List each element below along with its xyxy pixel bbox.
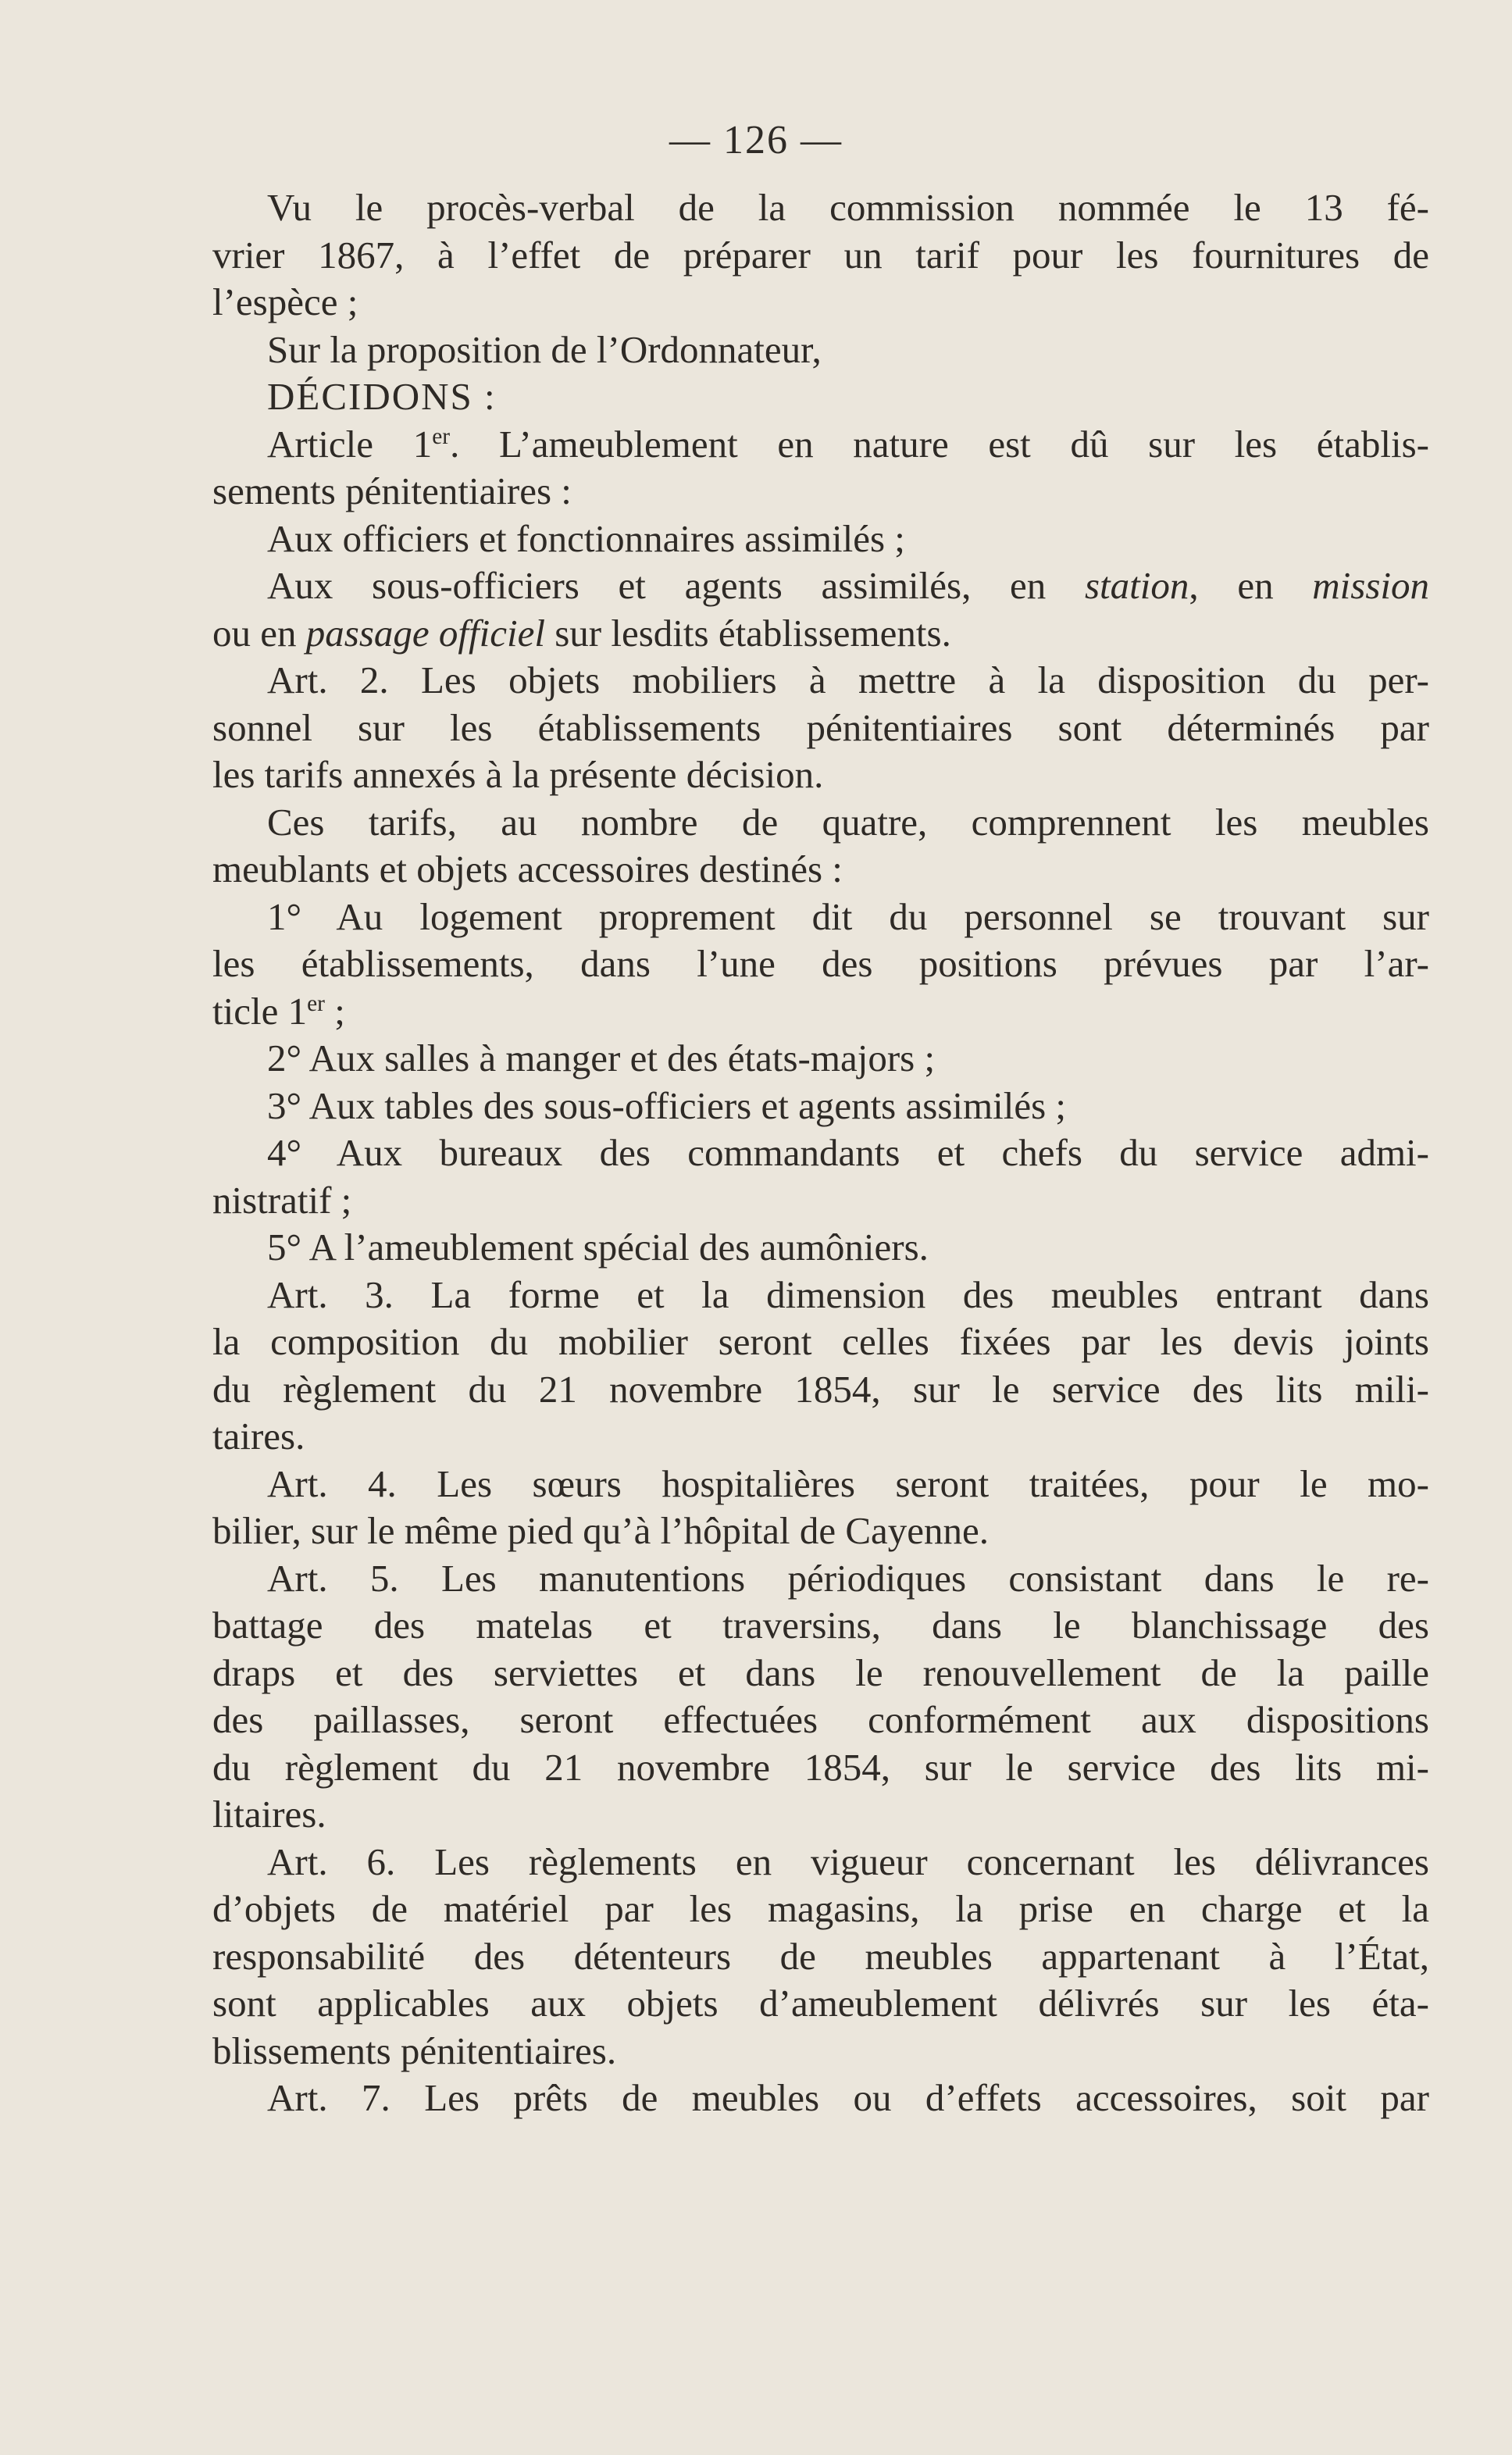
page-number: — 126 — xyxy=(669,118,843,162)
body-text xyxy=(212,184,1429,2122)
text-line: bilier, sur le même pied qu’à l’hôpital de Cayenne. xyxy=(212,1509,990,1552)
text-line: Aux sous-officiers et agents assimilés, en station, en mission xyxy=(267,564,1430,607)
text-line: sont applicables aux objets d’ameublement délivrés sur les éta- xyxy=(212,1982,1429,2025)
text-line: Ces tarifs, au nombre de quatre, comprennent les meubles xyxy=(267,800,1429,844)
text-line: 3° Aux tables des sous-officiers et agents assimilés ; xyxy=(267,1083,1067,1127)
text-line: 5° A l’ameublement spécial des aumôniers. xyxy=(267,1226,929,1269)
text-line: la composition du mobilier seront celles fixées par les devis joints xyxy=(212,1320,1429,1363)
text-line: ou en passage officiel sur lesdits établissements. xyxy=(212,611,951,655)
text-line: sonnel sur les établissements pénitentiaires sont déterminés par xyxy=(212,705,1429,749)
text-line: Sur la proposition de l’Ordonnateur, xyxy=(267,327,822,371)
text-line: l’espèce ; xyxy=(212,280,358,323)
text-line: DÉCIDONS : xyxy=(267,375,497,418)
text-line: Art. 3. La forme et la dimension des meubles entrant dans xyxy=(267,1272,1429,1316)
text-line: Aux officiers et fonctionnaires assimilés ; xyxy=(267,516,905,560)
text-line: Art. 5. Les manutentions périodiques consistant dans le re- xyxy=(267,1556,1429,1600)
text-line: ticle 1er ; xyxy=(212,989,345,1033)
text-line: responsabilité des détenteurs de meubles appartenant à l’État, xyxy=(212,1934,1429,1978)
text-line: Art. 6. Les règlements en vigueur concernant les délivrances xyxy=(267,1839,1429,1883)
text-line: Art. 2. Les objets mobiliers à mettre à la disposition du per- xyxy=(267,658,1429,701)
text-line: 4° Aux bureaux des commandants et chefs du service admi- xyxy=(267,1131,1429,1174)
text-line: Art. 7. Les prêts de meubles ou d’effets accessoires, soit par xyxy=(267,2076,1429,2119)
text-line: meublants et objets accessoires destinés : xyxy=(212,847,843,890)
text-line: blissements pénitentiaires. xyxy=(212,2029,617,2072)
text-line: Article 1er. L’ameublement en nature est dû sur les établis- xyxy=(267,422,1429,466)
text-line: Art. 4. Les sœurs hospitalières seront traitées, pour le mo- xyxy=(267,1461,1429,1505)
text-line: sements pénitentiaires : xyxy=(212,469,572,512)
text-line: des paillasses, seront effectuées conformément aux dispositions xyxy=(212,1698,1429,1741)
text-line: taires. xyxy=(212,1415,305,1458)
text-line: du règlement du 21 novembre 1854, sur le service des lits mi- xyxy=(212,1745,1429,1789)
text-line: battage des matelas et traversins, dans le blanchissage des xyxy=(212,1604,1429,1647)
text-line: litaires. xyxy=(212,1793,326,1836)
text-line: d’objets de matériel par les magasins, la prise en charge et la xyxy=(212,1887,1429,1930)
text-line: Vu le procès-verbal de la commission nommée le 13 fé- xyxy=(267,186,1429,229)
text-line: les établissements, dans l’une des positions prévues par l’ar- xyxy=(212,942,1429,985)
text-line: vrier 1867, à l’effet de préparer un tarif pour les fournitures de xyxy=(212,233,1429,277)
text-line: draps et des serviettes et dans le renouvellement de la paille xyxy=(212,1650,1429,1694)
text-line: 2° Aux salles à manger et des états-majors ; xyxy=(267,1037,936,1079)
text-line: du règlement du 21 novembre 1854, sur le service des lits mili- xyxy=(212,1367,1429,1411)
text-line: les tarifs annexés à la présente décision. xyxy=(212,753,824,796)
text-line: 1° Au logement proprement dit du personnel se trouvant sur xyxy=(267,894,1429,938)
text-line: nistratif ; xyxy=(212,1178,352,1222)
